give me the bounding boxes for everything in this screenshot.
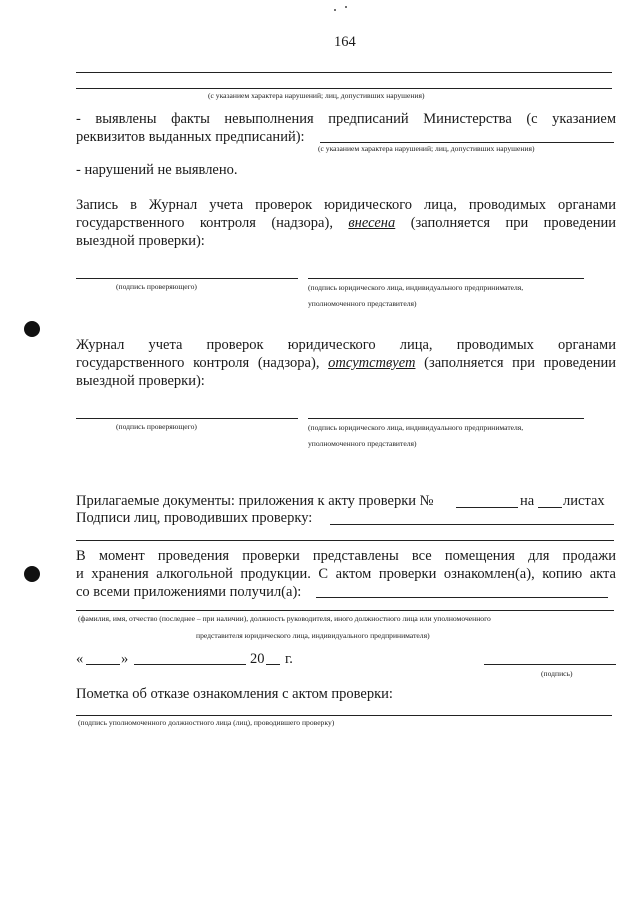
caption-entity-signature-1: (подпись юридического лица, индивидуального предпринимателя, — [308, 283, 524, 292]
fill-line — [76, 540, 614, 541]
date-open-quote: « — [76, 651, 84, 667]
journal-made-line2 — [76, 214, 616, 232]
caption-entity-signature-2: уполномоченного представителя) — [308, 299, 417, 308]
fill-line — [76, 610, 614, 611]
fill-line — [316, 597, 608, 598]
date-year-line — [266, 664, 280, 665]
caption-entity-signature-1: (подпись юридического лица, индивидуального предпринимателя, — [308, 423, 524, 432]
attached-docs-label: Прилагаемые документы: приложения к акту проверки № — [76, 493, 434, 509]
caption-fio-1: (фамилия, имя, отчество (последнее – при наличии), должность руководителя, иного должностного лица или уполномоченного — [78, 614, 491, 623]
attached-docs-on: на — [520, 493, 535, 509]
journal-absent-line1: Журнал учета проверок юридического лица, проводимых органами — [76, 337, 616, 353]
scan-speck — [334, 9, 336, 11]
journal-made-line2-a: государственного контроля (надзора), — [76, 215, 333, 231]
signature-line — [484, 664, 616, 665]
sheets-count-line — [538, 507, 562, 508]
fill-line — [76, 88, 612, 89]
page-number: 164 — [334, 34, 356, 50]
signatures-label: Подписи лиц, проводивших проверку: — [76, 510, 313, 526]
caption-inspector-signature: (подпись проверяющего) — [116, 282, 197, 291]
fill-line — [76, 715, 612, 716]
premises-line2: и хранения алкогольной продукции. С актом проверки ознакомлен(а), копию акта — [76, 566, 616, 582]
fill-line — [320, 142, 614, 143]
journal-absent-line2-a: государственного контроля (надзора), — [76, 355, 320, 371]
date-close-quote: » — [121, 651, 129, 667]
journal-made-status: внесена — [348, 215, 396, 231]
caption-official-signature: (подпись уполномоченного должностного лица (лиц), проводившего проверку) — [78, 718, 335, 727]
punch-hole — [24, 321, 40, 337]
failure-text-line1: - выявлены факты невыполнения предписаний Министерства (с указанием — [76, 111, 616, 127]
journal-absent-line3: выездной проверки): — [76, 373, 205, 389]
date-year-prefix: 20 — [250, 651, 265, 667]
caption-inspector-signature: (подпись проверяющего) — [116, 422, 197, 431]
failure-text-line2: реквизитов выданных предписаний): — [76, 129, 305, 145]
caption-entity-signature-2: уполномоченного представителя) — [308, 439, 417, 448]
date-day-line — [86, 664, 120, 665]
caption-signature: (подпись) — [541, 669, 573, 678]
signature-line — [76, 418, 298, 419]
journal-made-line1: Запись в Журнал учета проверок юридического лица, проводимых органами — [76, 197, 616, 213]
fill-line — [76, 72, 612, 73]
journal-made-line3: выездной проверки): — [76, 233, 205, 249]
date-month-line — [134, 664, 246, 665]
premises-line1: В момент проведения проверки представлены все помещения для продажи — [76, 548, 616, 564]
signature-line — [76, 278, 298, 279]
caption-violations: (с указанием характера нарушений; лиц, допустивших нарушения) — [208, 91, 425, 100]
date-year-suffix: г. — [285, 651, 293, 667]
journal-absent-status: отсутствует — [328, 355, 416, 371]
premises-line3: со всеми приложениями получил(а): — [76, 584, 302, 600]
caption-fio-2: представителя юридического лица, индивидуального предпринимателя) — [196, 631, 430, 640]
journal-absent-line2-b: (заполняется при проведении — [424, 355, 616, 371]
scan-speck — [345, 6, 347, 8]
journal-absent-line2 — [76, 354, 616, 372]
signature-line — [308, 418, 584, 419]
fill-line — [330, 524, 614, 525]
journal-made-line2-b: (заполняется при проведении — [410, 215, 617, 231]
refusal-label: Пометка об отказе ознакомления с актом проверки: — [76, 686, 393, 702]
signature-line — [308, 278, 584, 279]
no-violations-text: - нарушений не выявлено. — [76, 162, 238, 178]
act-number-line — [456, 507, 518, 508]
attached-docs-sheets: листах — [563, 493, 605, 509]
punch-hole — [24, 566, 40, 582]
caption-violations-2: (с указанием характера нарушений; лиц, допустивших нарушения) — [318, 144, 535, 153]
